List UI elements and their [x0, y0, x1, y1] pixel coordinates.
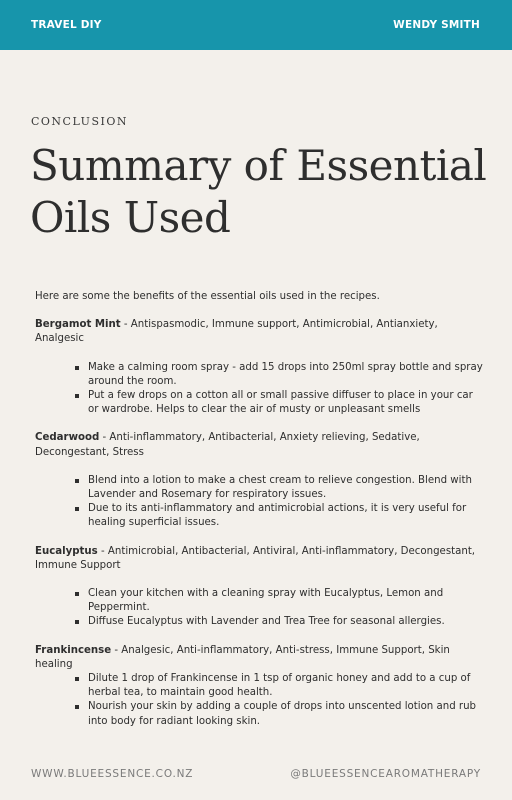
footer-social-handle[interactable]: @BLUEESSENCEAROMATHERAPY — [290, 768, 481, 780]
list-item: Dilute 1 drop of Frankincense in 1 tsp of organic honey and add to a cup of herbal tea, to maintain good health. — [75, 672, 483, 700]
oil-uses-list — [35, 672, 483, 729]
list-item: Nourish your skin by adding a couple of drops into unscented lotion and rub into body for radiant looking skin. — [75, 700, 483, 728]
list-item: Clean your kitchen with a cleaning spray with Eucalyptus, Lemon and Peppermint. — [75, 587, 483, 615]
oil-uses-list — [35, 587, 483, 630]
section-kicker: CONCLUSION — [31, 115, 128, 128]
list-item: Blend into a lotion to make a chest cream to relieve congestion. Blend with Lavender and Rosemary for respiratory issues. — [75, 474, 483, 502]
oil-uses-list — [35, 474, 483, 531]
list-item: Make a calming room spray - add 15 drops into 250ml spray bottle and spray around the room. — [75, 361, 483, 389]
page-title: Summary of Essential Oils Used — [30, 141, 487, 242]
oil-benefits: - Antimicrobial, Antibacterial, Antiviral, Anti-inflammatory, Decongestant, Immune Support — [35, 545, 476, 571]
oil-uses-list — [35, 361, 483, 418]
list-item: Put a few drops on a cotton all or small passive diffuser to place in your car or wardrobe. Helps to clear the air of musty or unpleasant smells — [75, 389, 483, 417]
oil-heading-frankincense — [35, 644, 483, 672]
list-item: Diffuse Eucalyptus with Lavender and Trea Tree for seasonal allergies. — [75, 615, 483, 629]
list-item: Due to its anti-inflammatory and antimicrobial actions, it is very useful for healing superficial issues. — [75, 502, 483, 530]
oil-heading-eucalyptus — [35, 545, 483, 573]
oil-heading-bergamot-mint — [35, 318, 483, 346]
header-author: WENDY SMITH — [393, 19, 480, 31]
oil-benefits: - Analgesic, Anti-inflammatory, Anti-stress, Immune Support, Skin healing — [35, 644, 450, 670]
oil-heading-cedarwood — [35, 431, 483, 459]
oil-name: Bergamot Mint — [35, 319, 121, 331]
header-bar — [0, 0, 512, 50]
oil-benefits: - Anti-inflammatory, Antibacterial, Anxiety relieving, Sedative, Decongestant, Stress — [35, 432, 420, 458]
footer-website-link[interactable]: WWW.BLUEESSENCE.CO.NZ — [31, 768, 194, 780]
oil-name: Eucalyptus — [35, 545, 98, 557]
oil-name: Cedarwood — [35, 432, 100, 444]
oil-name: Frankincense — [35, 644, 112, 656]
header-section-label: TRAVEL DIY — [31, 19, 102, 31]
oil-benefits: - Antispasmodic, Immune support, Antimicrobial, Antianxiety, Analgesic — [35, 319, 438, 345]
content-body — [35, 290, 483, 743]
intro-text: Here are some the benefits of the essential oils used in the recipes. — [35, 291, 380, 302]
